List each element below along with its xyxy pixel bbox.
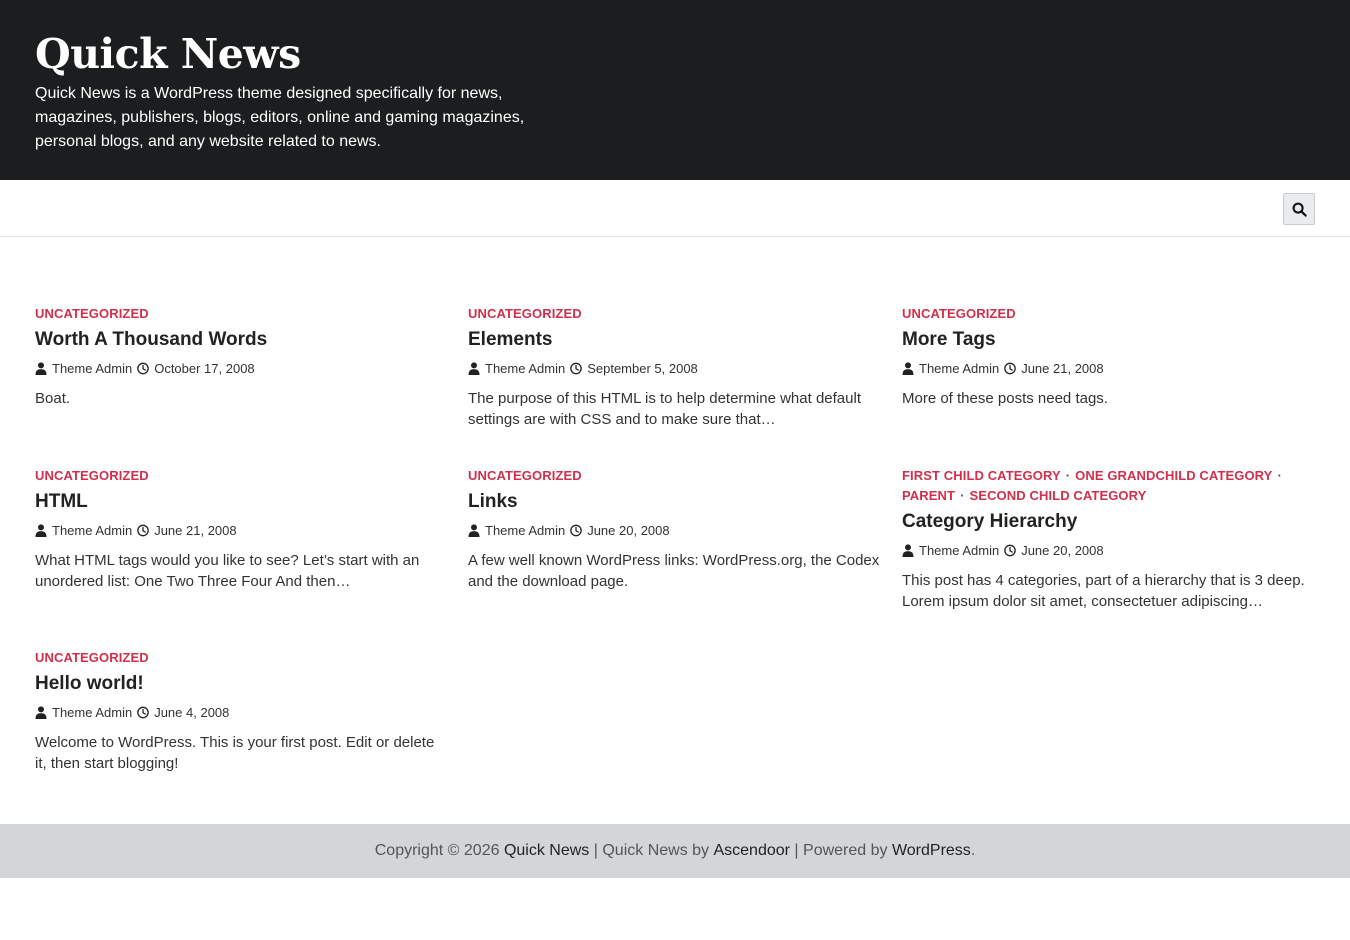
clock-icon (137, 524, 149, 537)
category-link[interactable]: UNCATEGORIZED (468, 306, 582, 321)
category-link[interactable]: FIRST CHILD CATEGORY (902, 468, 1061, 483)
footer-theme-text: | Quick News by (589, 842, 714, 859)
footer-wordpress-link[interactable]: WordPress (891, 842, 971, 859)
user-icon (902, 544, 914, 557)
post-meta (902, 541, 1317, 559)
user-icon (35, 524, 47, 537)
navigation-bar (0, 180, 1350, 237)
post-card (902, 466, 1317, 612)
post-date[interactable]: June 20, 2008 (1021, 542, 1104, 558)
category-link[interactable]: ONE GRANDCHILD CATEGORY (1075, 468, 1273, 483)
post-categories (468, 466, 883, 486)
post-excerpt: Boat. (35, 390, 71, 407)
footer-copyright-text: Copyright © 2026 (374, 842, 504, 859)
category-separator: · (1277, 468, 1282, 483)
user-icon (35, 706, 47, 719)
footer-author-link[interactable]: Ascendoor (713, 842, 790, 859)
post-date[interactable]: June 4, 2008 (154, 704, 230, 720)
post-meta (35, 359, 450, 377)
post-date[interactable]: September 5, 2008 (587, 360, 698, 376)
clock-icon (570, 524, 582, 537)
user-icon (468, 362, 480, 375)
category-link[interactable]: PARENT (902, 488, 956, 503)
clock-icon (570, 362, 582, 375)
clock-icon (1004, 362, 1016, 375)
search-button[interactable] (1283, 193, 1315, 225)
footer-suffix: . (970, 842, 976, 859)
category-link[interactable]: UNCATEGORIZED (902, 306, 1016, 321)
post-title[interactable]: Hello world! (35, 673, 144, 694)
footer-site-link[interactable]: Quick News (503, 842, 590, 859)
post-date[interactable]: June 20, 2008 (587, 522, 670, 538)
post-excerpt: Welcome to WordPress. This is your first post. Edit or delete it, then start blogging! (35, 734, 435, 772)
post-categories (35, 466, 450, 486)
post-card (468, 466, 883, 592)
category-link[interactable]: SECOND CHILD CATEGORY (969, 488, 1147, 503)
footer-powered-text: | Powered by (789, 842, 892, 859)
user-icon (35, 362, 47, 375)
post-excerpt: What HTML tags would you like to see? Let’s start with an unordered list: One Two Three Four And then… (35, 552, 420, 590)
post-excerpt: A few well known WordPress links: WordPress.org, the Codex and the download page. (468, 552, 880, 590)
post-title[interactable]: Worth A Thousand Words (35, 329, 268, 350)
category-separator: · (960, 488, 965, 503)
post-author[interactable]: Theme Admin (919, 360, 1000, 376)
post-meta (35, 703, 450, 721)
post-title[interactable]: Category Hierarchy (902, 511, 1078, 532)
post-author[interactable]: Theme Admin (485, 522, 566, 538)
post-card (902, 304, 1317, 409)
post-author[interactable]: Theme Admin (52, 704, 133, 720)
post-title[interactable]: Elements (468, 329, 553, 350)
post-meta (902, 359, 1317, 377)
search-icon (1292, 202, 1307, 217)
post-card (35, 648, 450, 774)
post-card (468, 304, 883, 430)
post-date[interactable]: June 21, 2008 (1021, 360, 1104, 376)
post-author[interactable]: Theme Admin (485, 360, 566, 376)
post-title[interactable]: More Tags (902, 329, 996, 350)
clock-icon (1004, 544, 1016, 557)
post-date[interactable]: June 21, 2008 (154, 522, 237, 538)
post-excerpt: The purpose of this HTML is to help determine what default settings are with CSS and to make sure that… (468, 390, 861, 428)
user-icon (902, 362, 914, 375)
user-icon (468, 524, 480, 537)
site-header (0, 0, 1350, 180)
post-card (35, 466, 450, 592)
post-categories (902, 304, 1317, 324)
post-title[interactable]: Links (468, 491, 518, 512)
site-title[interactable]: Quick News (35, 30, 301, 78)
category-link[interactable]: UNCATEGORIZED (35, 306, 149, 321)
post-author[interactable]: Theme Admin (52, 522, 133, 538)
post-title[interactable]: HTML (35, 491, 88, 512)
post-card (35, 304, 450, 409)
site-footer (0, 824, 1350, 878)
clock-icon (137, 706, 149, 719)
post-excerpt: More of these posts need tags. (902, 390, 1108, 407)
category-link[interactable]: UNCATEGORIZED (35, 650, 149, 665)
post-categories (902, 466, 1317, 506)
clock-icon (137, 362, 149, 375)
post-meta (35, 521, 450, 539)
post-categories (468, 304, 883, 324)
category-separator: · (1065, 468, 1071, 483)
category-link[interactable]: UNCATEGORIZED (35, 468, 149, 483)
category-link[interactable]: UNCATEGORIZED (468, 468, 582, 483)
post-meta (468, 521, 883, 539)
post-author[interactable]: Theme Admin (919, 542, 1000, 558)
post-meta (468, 359, 883, 377)
post-author[interactable]: Theme Admin (52, 360, 133, 376)
post-categories (35, 648, 450, 668)
site-description: Quick News is a WordPress theme designed specifically for news, magazines, publishers, blogs, editors, online and gaming magazines, personal blogs, and any website related to news. (35, 85, 525, 150)
post-date[interactable]: October 17, 2008 (154, 360, 255, 376)
post-categories (35, 304, 450, 324)
post-excerpt: This post has 4 categories, part of a hierarchy that is 3 deep. Lorem ipsum dolor sit amet, consectetuer adipiscing… (902, 572, 1305, 610)
